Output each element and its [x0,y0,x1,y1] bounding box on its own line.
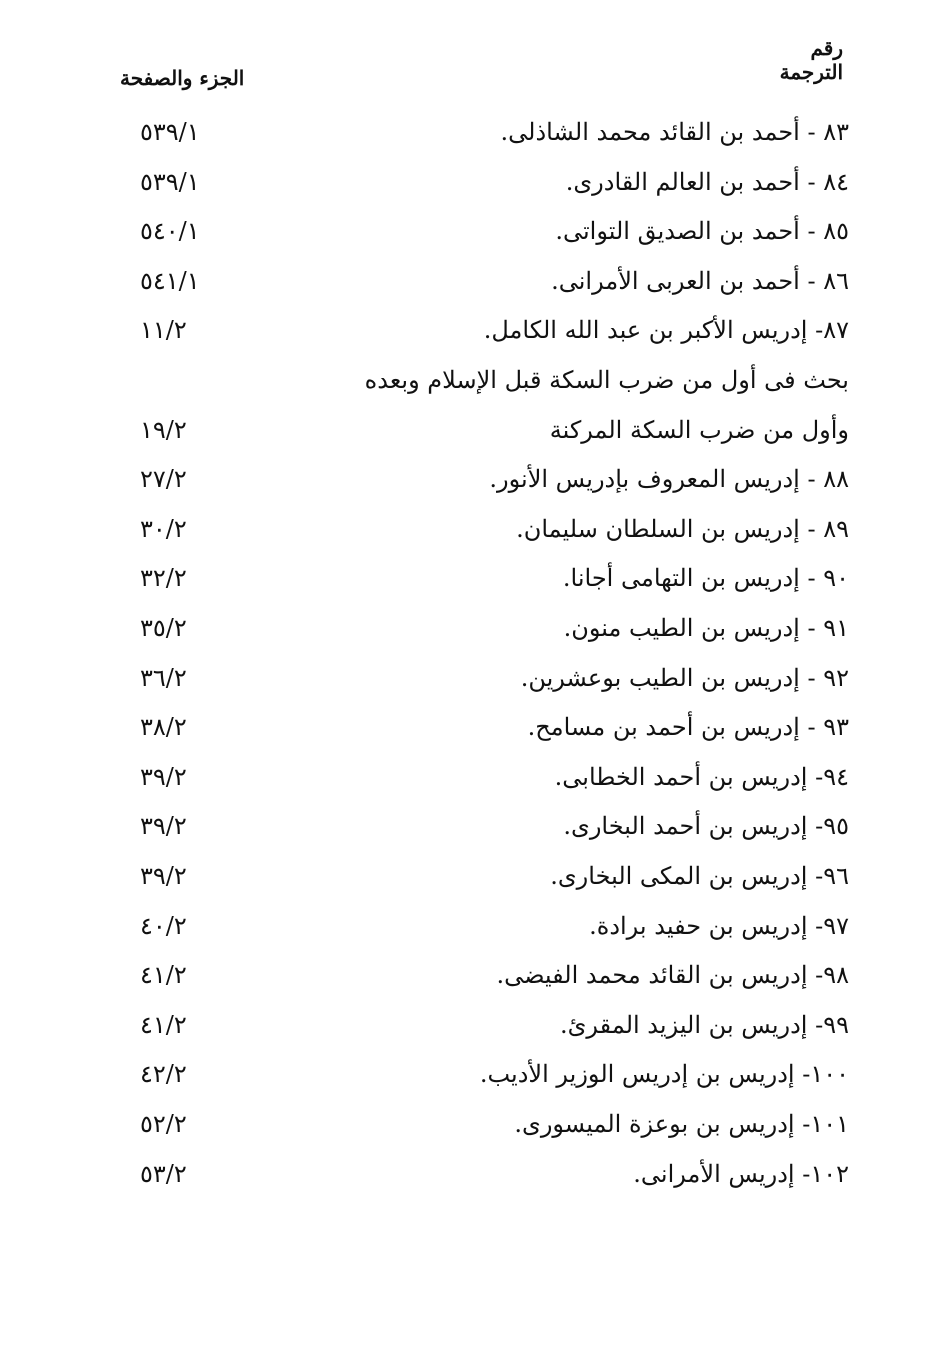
index-entry-row [0,112,933,152]
entry-title: ١٠٢- إدريس الأمرانى. [633,1160,849,1188]
entry-volume-page: ٤١/٢ [140,1011,187,1039]
entry-volume-page: ٥٣/٢ [140,1160,187,1188]
entry-volume-page: ٥٤١/١ [140,267,200,295]
entry-volume-page: ٣٨/٢ [140,713,187,741]
entry-title: وأول من ضرب السكة المركنة [549,416,849,444]
entry-title: ٩٢ - إدريس بن الطيب بوعشرين. [520,664,849,692]
entry-volume-page: ٣٩/٢ [140,812,187,840]
entry-volume-page: ٣٦/٢ [140,664,187,692]
entry-title: ٩٥- إدريس بن أحمد البخارى. [563,812,849,840]
entry-title: ٩٣ - إدريس بن أحمد بن مسامح. [527,713,849,741]
entry-volume-page: ١٩/٢ [140,416,187,444]
entry-title: ٨٦ - أحمد بن العربى الأمرانى. [551,267,849,295]
entry-volume-page: ١١/٢ [140,316,187,344]
index-entry-row [0,856,933,896]
index-entry-row [0,459,933,499]
index-entry-row [0,509,933,549]
index-entry-row [0,1054,933,1094]
entry-title: ٨٩ - إدريس بن السلطان سليمان. [516,515,849,543]
index-entry-row [0,1104,933,1144]
index-entry-row [0,906,933,946]
entry-volume-page: ٤١/٢ [140,961,187,989]
index-entry-row [0,1154,933,1194]
entry-volume-page: ٣٢/٢ [140,564,187,592]
index-entry-row [0,261,933,301]
entry-volume-page: ٣٠/٢ [140,515,187,543]
entry-volume-page: ٣٩/٢ [140,763,187,791]
index-entry-row [0,806,933,846]
column-header-entry-number [723,36,843,84]
entry-title: ٩٩- إدريس بن اليزيد المقرئ. [560,1011,849,1039]
entry-volume-page: ٥٣٩/١ [140,168,200,196]
entry-volume-page: ٤٢/٢ [140,1060,187,1088]
entry-title: ٩٠ - إدريس بن التهامى أجانا. [562,564,849,592]
entry-title: ٨٤ - أحمد بن العالم القادرى. [565,168,849,196]
column-header-volume-page: الجزء والصفحة [120,66,245,90]
entry-title: ٨٨ - إدريس المعروف بإدريس الأنور. [489,465,849,493]
entry-title: ٩١ - إدريس بن الطيب منون. [563,614,849,642]
entry-volume-page: ٣٩/٢ [140,862,187,890]
entry-title: بحث فى أول من ضرب السكة قبل الإسلام وبعده [364,366,849,394]
index-entry-row [0,360,933,400]
entry-title: ٩٧- إدريس بن حفيد برادة. [589,912,849,940]
entry-title: ٨٥ - أحمد بن الصديق التواتى. [555,217,849,245]
entry-volume-page: ٥٣٩/١ [140,118,200,146]
entry-title: ١٠١- إدريس بن بوعزة الميسورى. [514,1110,849,1138]
index-entry-row [0,955,933,995]
column-header-entry-number-line2: الترجمة [779,60,843,84]
entry-title: ٩٦- إدريس بن المكى البخارى. [550,862,849,890]
index-entry-row [0,310,933,350]
index-entry-row [0,410,933,450]
index-entry-row [0,658,933,698]
index-entry-row [0,608,933,648]
entry-title: ٩٨- إدريس بن القائد محمد الفيضى. [496,961,849,989]
column-header-entry-number-line1: رقم [810,36,843,60]
entry-volume-page: ٢٧/٢ [140,465,187,493]
entry-volume-page: ٥٤٠/١ [140,217,200,245]
entry-title: ٨٣ - أحمد بن القائد محمد الشاذلى. [500,118,849,146]
entry-title: ٨٧- إدريس الأكبر بن عبد الله الكامل. [483,316,849,344]
index-entry-row [0,707,933,747]
index-entry-row [0,1005,933,1045]
index-entry-row [0,757,933,797]
entry-volume-page: ٣٥/٢ [140,614,187,642]
entry-volume-page: ٤٠/٢ [140,912,187,940]
index-entry-row [0,211,933,251]
index-entry-row [0,162,933,202]
entry-title: ٩٤- إدريس بن أحمد الخطابى. [554,763,849,791]
entry-volume-page: ٥٢/٢ [140,1110,187,1138]
entry-title: ١٠٠- إدريس بن إدريس الوزير الأديب. [479,1060,849,1088]
index-entry-row [0,558,933,598]
